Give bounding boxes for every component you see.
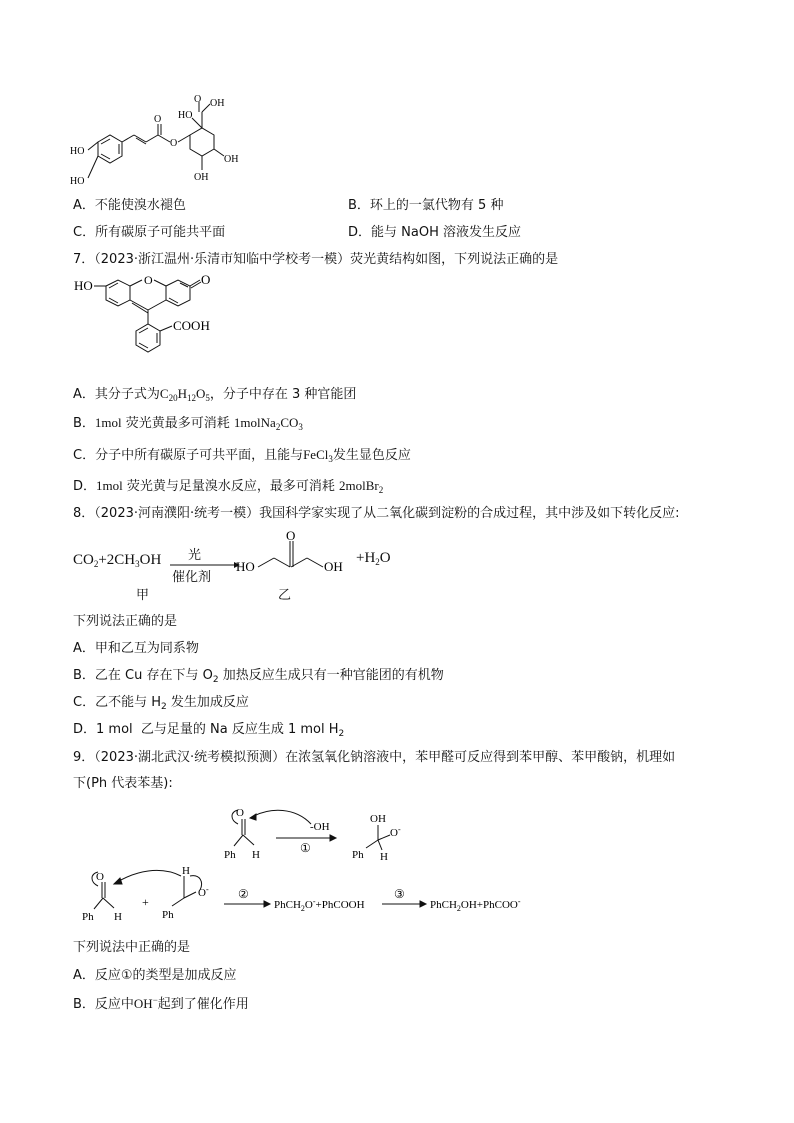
mech-oh: OH bbox=[370, 813, 386, 825]
mech-step-2: ② bbox=[238, 887, 249, 901]
q9-stem-2: 下(Ph 代表苯基): bbox=[73, 776, 173, 791]
ring-ho-label: HO bbox=[178, 110, 193, 121]
q9-mechanism-step2 bbox=[66, 862, 546, 932]
mech-mid-products: PhCH$_2$O-+PhCOOH bbox=[274, 897, 365, 913]
mech-ph-2: Ph bbox=[352, 849, 364, 861]
ester-o-label: O bbox=[170, 138, 178, 149]
q8-label-yi: 乙 bbox=[278, 588, 292, 603]
mech-h-3: H bbox=[114, 911, 122, 923]
acid-oh-label: OH bbox=[210, 98, 225, 109]
q6-option-c: C．所有碳原子可能共平面 bbox=[73, 225, 226, 240]
fluorescein-keto-o-label: O bbox=[201, 272, 211, 287]
q8-arrow-top: 光 bbox=[188, 548, 202, 563]
q8-lead: 下列说法正确的是 bbox=[73, 614, 178, 629]
q9-mechanism-step1 bbox=[216, 802, 426, 866]
ho-label-2: HO bbox=[70, 176, 85, 187]
mech-o-minus: O- bbox=[390, 825, 401, 839]
mech-h-4: H bbox=[182, 865, 190, 877]
q8-option-c: C．乙不能与 $H_2$ 发生加成反应 bbox=[73, 695, 249, 712]
q8-option-a: A．甲和乙互为同系物 bbox=[73, 641, 199, 656]
q7-option-d: D．1mol 荧光黄与足量溴水反应，最多可消耗 2molBr$_2$ bbox=[73, 478, 384, 495]
q8-reactants: $CO_2+2CH_3OH$ bbox=[73, 552, 162, 569]
acid-o-label: O bbox=[194, 94, 202, 105]
chlorogenic-acid-structure bbox=[68, 92, 258, 194]
q8-label-jia: 甲 bbox=[136, 588, 150, 603]
q9-option-b: B．反应中OH−起到了催化作用 bbox=[73, 995, 249, 1012]
mech-step-1: ① bbox=[300, 841, 311, 855]
mech-ph-4: Ph bbox=[162, 909, 174, 921]
q9-option-a: A．反应①的类型是加成反应 bbox=[73, 968, 237, 983]
q8-eq-right: $+H_2O$ bbox=[356, 550, 391, 567]
mech-o-2: O bbox=[96, 871, 104, 883]
q6-option-a: A．不能使溴水褪色 bbox=[73, 198, 186, 213]
mech-ph-3: Ph bbox=[82, 911, 94, 923]
ring-oh-label-b: OH bbox=[224, 154, 239, 165]
q8-prod-o: O bbox=[286, 530, 296, 543]
q9b-hydroxide: OH− bbox=[133, 995, 158, 1011]
fluorescein-ho-label: HO bbox=[74, 278, 93, 293]
q7c-formula: FeCl$_3$ bbox=[303, 447, 333, 464]
q9-lead: 下列说法中正确的是 bbox=[73, 940, 191, 955]
mech-final-products: PhCH$_2$OH+PhCOO- bbox=[430, 897, 521, 913]
q9-stem-1: 9．（2023·湖北武汉·统考模拟预测）在浓氢氧化钠溶液中，苯甲醛可反应得到苯甲醇、苯甲酸钠，机理如 bbox=[73, 750, 676, 765]
fluorescein-ring-o-label: O bbox=[144, 273, 153, 287]
q8-prod-oh: OH bbox=[324, 559, 343, 574]
q7a-formula: $C_{20}H_{12}O_5$ bbox=[159, 386, 210, 403]
mech-step-3: ③ bbox=[394, 887, 405, 901]
dihydroxyacetone-structure bbox=[234, 530, 354, 580]
q7d-formula: 2molBr$_2$ bbox=[339, 478, 384, 495]
q8-option-d: D．1 mol 乙与足量的 Na 反应生成 1 mol $H_2$ bbox=[73, 722, 345, 739]
q7-stem: 7．（2023·浙江温州·乐清市知临中学校考一模）荧光黄结构如图，下列说法正确的是 bbox=[73, 252, 559, 267]
q7b-formula: $1molNa_2CO_3$ bbox=[233, 415, 303, 432]
fluorescein-structure bbox=[72, 272, 232, 380]
mech-ph-1: Ph bbox=[224, 849, 236, 861]
mech-o-minus-2: O- bbox=[198, 885, 209, 899]
q7-option-b: B．1mol 荧光黄最多可消耗 $1molNa_2CO_3$ bbox=[73, 415, 303, 432]
q8-arrow-bottom: 催化剂 bbox=[172, 570, 212, 585]
q8-option-b: B．乙在 Cu 存在下与 $O_2$ 加热反应生成只有一种官能团的有机物 bbox=[73, 668, 444, 685]
q8-stem: 8．（2023·河南濮阳·统考一模）我国科学家实现了从二氧化碳到淀粉的合成过程，其中涉及如下转化反应: bbox=[73, 506, 680, 521]
q7-option-c: C．分子中所有碳原子可共平面，且能与FeCl$_3$发生显色反应 bbox=[73, 447, 411, 464]
fluorescein-cooh-label: COOH bbox=[173, 318, 210, 333]
carbonyl-o-label: O bbox=[154, 114, 162, 125]
ring-oh-label-c: OH bbox=[194, 172, 209, 183]
ho-label-1: HO bbox=[70, 146, 85, 157]
mech-o-1: O bbox=[236, 807, 244, 819]
q8-prod-ho: HO bbox=[236, 559, 255, 574]
q7-option-a: A．其分子式为$C_{20}H_{12}O_5$，分子中存在 3 种官能团 bbox=[73, 386, 357, 403]
mech-h-2: H bbox=[380, 851, 388, 863]
q6-option-d: D．能与 NaOH 溶液发生反应 bbox=[348, 225, 521, 240]
mech-oh-minus: -OH bbox=[310, 821, 330, 833]
q6-option-b: B．环上的一氯代物有 5 种 bbox=[348, 198, 504, 213]
mech-h-1: H bbox=[252, 849, 260, 861]
mech-plus: + bbox=[142, 895, 149, 909]
